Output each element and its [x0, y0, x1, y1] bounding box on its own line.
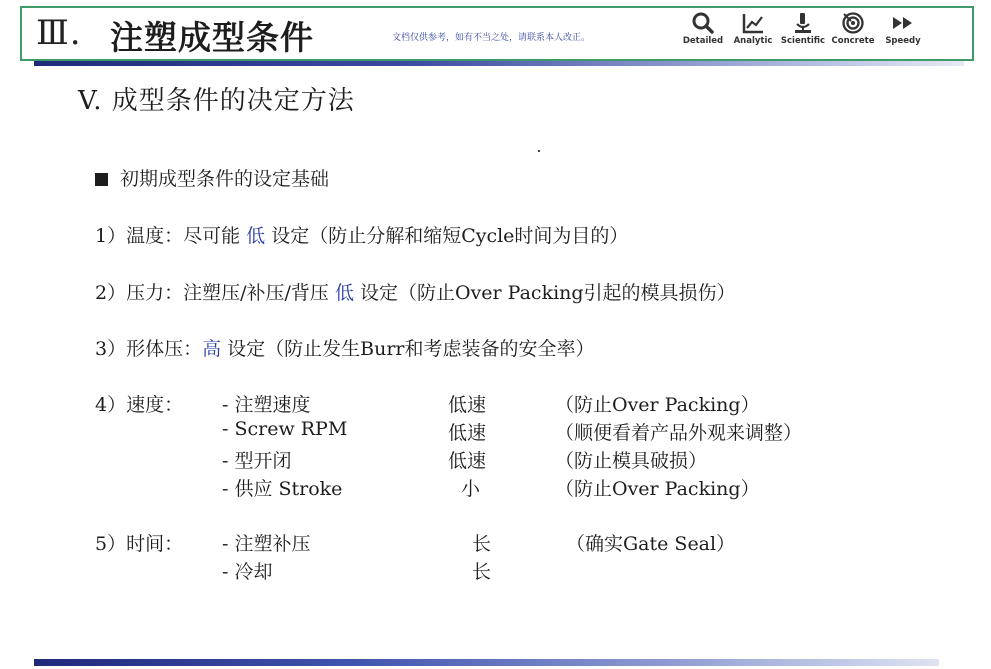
speed-row-value: 低速: [448, 394, 487, 416]
time-row-value: 长: [472, 561, 492, 583]
scientific-label: Scientific: [780, 36, 826, 46]
item-highlight: 低: [246, 225, 266, 247]
chapter-title: 注塑成型条件: [110, 18, 314, 57]
disclaimer-note: 文档仅供参考，如有不当之处，请联系本人改正。: [392, 33, 591, 43]
microscope-icon: [790, 11, 816, 35]
speed-row-item: - 供应 Stroke: [222, 478, 343, 500]
speed-row-value: 小: [461, 478, 481, 500]
time-row-note: （确实Gate Seal）: [566, 533, 736, 555]
speed-row-value: 低速: [448, 450, 487, 472]
magnifier-icon: [690, 11, 716, 35]
speed-row-note: （防止模具破损）: [555, 450, 708, 472]
speed-label: 4）速度：: [95, 394, 184, 416]
footer-bar: [34, 659, 939, 666]
item-highlight: 低: [334, 282, 354, 304]
analytic-label: Analytic: [733, 36, 773, 46]
bullet-heading: [95, 164, 329, 191]
analytic-badge: [728, 11, 778, 46]
item-text: 设定（防止发生Burr和考虑装备的安全率）: [221, 338, 595, 360]
item-pressure: [95, 278, 736, 305]
section-title: V. 成型条件的决定方法: [78, 86, 355, 116]
scientific-badge: [778, 11, 828, 46]
concrete-label: Concrete: [831, 36, 875, 46]
speedy-label: Speedy: [885, 36, 921, 46]
concrete-badge: [828, 11, 878, 46]
time-row-item: - 冷却: [222, 561, 273, 583]
speed-row-item: - 注塑速度: [222, 394, 311, 416]
item-highlight: 高: [202, 338, 222, 360]
target-icon: [840, 11, 866, 35]
chapter-number: Ⅲ.: [36, 13, 82, 53]
item-text: 2）压力：注塑压/补压/背压: [95, 282, 335, 304]
time-row-item: - 注塑补压: [222, 533, 311, 555]
detailed-label: Detailed: [682, 36, 724, 46]
square-bullet-icon: [95, 173, 108, 186]
time-label: 5）时间：: [95, 533, 184, 555]
speed-row-value: 低速: [448, 422, 487, 444]
speed-row-note: （顺便看着产品外观来调整）: [555, 422, 803, 444]
header-underline-bar: [34, 61, 964, 66]
header-icon-strip: [678, 11, 928, 46]
item-temperature: [95, 221, 628, 248]
speedy-badge: [878, 11, 928, 46]
speed-row-item: - Screw RPM: [222, 418, 348, 440]
item-text: 3）形体压：: [95, 338, 203, 360]
bullet-heading-text: 初期成型条件的设定基础: [120, 168, 330, 190]
speed-row-note: （防止Over Packing）: [555, 394, 760, 416]
item-text: 设定（防止分解和缩短Cycle时间为目的）: [265, 225, 629, 247]
time-row-value: 长: [472, 533, 492, 555]
item-text: 设定（防止Over Packing引起的模具损伤）: [353, 282, 736, 304]
detailed-badge: [678, 11, 728, 46]
speed-row-note: （防止Over Packing）: [555, 478, 760, 500]
line-chart-icon: [740, 11, 766, 35]
header-frame: [20, 6, 974, 61]
stray-dot: [538, 150, 540, 152]
fast-forward-icon: [890, 11, 916, 35]
item-text: 1）温度：尽可能: [95, 225, 247, 247]
item-clamp-pressure: [95, 334, 595, 361]
speed-row-item: - 型开闭: [222, 450, 292, 472]
